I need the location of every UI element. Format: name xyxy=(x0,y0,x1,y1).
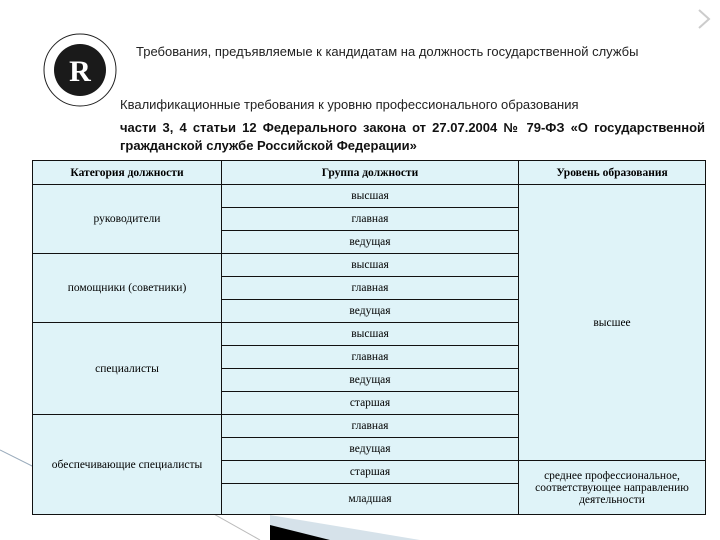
requirements-table xyxy=(32,160,706,515)
group-cell: младшая xyxy=(222,484,519,515)
table-row xyxy=(33,185,706,208)
group-cell: старшая xyxy=(222,392,519,415)
subtitle: Квалификационные требования к уровню профессионального образования xyxy=(120,97,579,112)
column-header: Уровень образования xyxy=(519,161,706,185)
group-cell: высшая xyxy=(222,254,519,277)
chevron-decoration-icon xyxy=(695,8,715,30)
group-cell: главная xyxy=(222,277,519,300)
group-cell: старшая xyxy=(222,461,519,484)
page-title: Требования, предъявляемые к кандидатам на должность государственной службы xyxy=(136,44,639,59)
column-header: Категория должности xyxy=(33,161,222,185)
group-cell: главная xyxy=(222,346,519,369)
category-cell: специалисты xyxy=(33,323,222,415)
group-cell: высшая xyxy=(222,185,519,208)
group-cell: ведущая xyxy=(222,438,519,461)
group-cell: ведущая xyxy=(222,300,519,323)
group-cell: главная xyxy=(222,208,519,231)
category-cell: обеспечивающие специалисты xyxy=(33,415,222,515)
level-cell: среднее профессиональное, соответствующее направлению деятельности xyxy=(519,461,706,515)
category-cell: помощники (советники) xyxy=(33,254,222,323)
group-cell: ведущая xyxy=(222,369,519,392)
law-reference: части 3, 4 статьи 12 Федерального закона от 27.07.2004 № 79-ФЗ «О государственной гражданской службе Российской Федерации» xyxy=(120,120,705,153)
hse-logo xyxy=(42,32,118,108)
category-cell: руководители xyxy=(33,185,222,254)
group-cell: высшая xyxy=(222,323,519,346)
table-header-row xyxy=(33,161,706,185)
group-cell: главная xyxy=(222,415,519,438)
column-header: Группа должности xyxy=(222,161,519,185)
level-cell: высшее xyxy=(519,185,706,461)
svg-text:R: R xyxy=(69,55,91,88)
group-cell: ведущая xyxy=(222,231,519,254)
